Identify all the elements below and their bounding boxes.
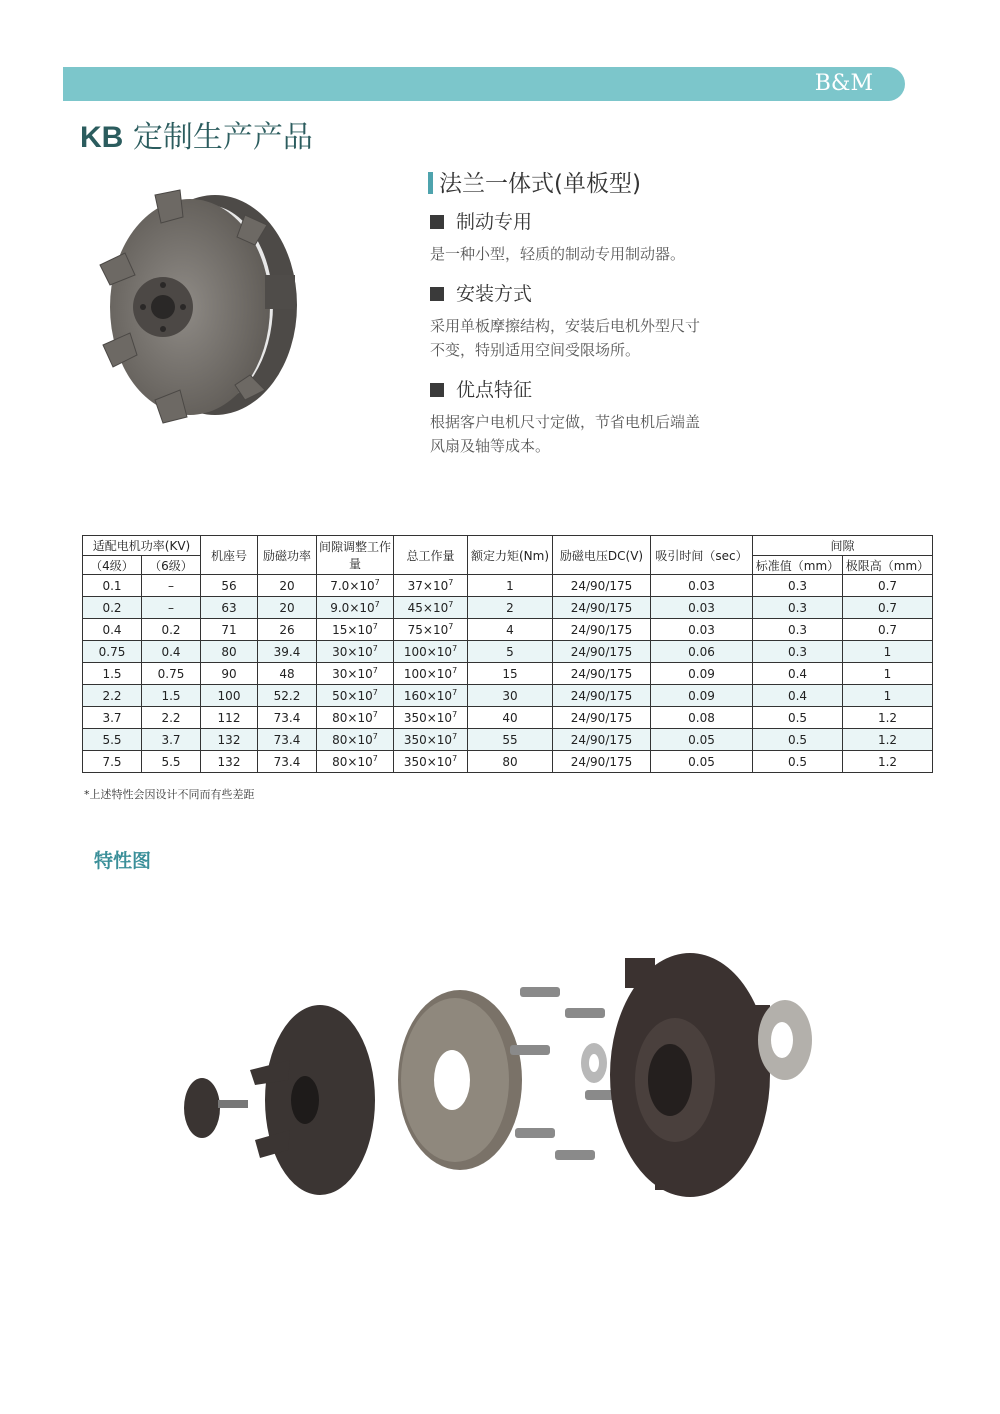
col-excitation-power: 励磁功率 <box>258 536 317 575</box>
cell-pole4: 0.75 <box>83 641 142 663</box>
col-gap-adjust: 间隙调整工作量 <box>317 536 394 575</box>
cell-gap-adjust: $30\times 10^7$ <box>317 663 394 685</box>
cell-pole4: 0.1 <box>83 575 142 597</box>
cell-frame: 100 <box>201 685 258 707</box>
cell-gap-adjust: $15\times 10^7$ <box>317 619 394 641</box>
cell-pole4: 0.2 <box>83 597 142 619</box>
cell-total-work: $350\times 10^7$ <box>394 729 468 751</box>
spec-table <box>82 535 933 773</box>
cell-frame: 112 <box>201 707 258 729</box>
cell-voltage: 24/90/175 <box>553 597 651 619</box>
feature-title: 优点特征 <box>430 375 700 402</box>
col-pole4: （4级） <box>83 556 142 575</box>
cell-pole6: 3.7 <box>142 729 201 751</box>
cell-voltage: 24/90/175 <box>553 751 651 773</box>
cell-total-work: $37\times 10^7$ <box>394 575 468 597</box>
cell-total-work: $45\times 10^7$ <box>394 597 468 619</box>
spec-table-body <box>83 575 933 773</box>
col-gap-std: 标准值（mm） <box>753 556 843 575</box>
col-rated-torque: 额定力矩(Nm) <box>468 536 553 575</box>
col-gap-limit: 极限高（mm） <box>843 556 933 575</box>
cell-gap-std: 0.5 <box>753 729 843 751</box>
cell-time: 0.05 <box>651 751 753 773</box>
cell-gap-adjust: $80\times 10^7$ <box>317 729 394 751</box>
cell-pole4: 3.7 <box>83 707 142 729</box>
cell-gap-adjust: $50\times 10^7$ <box>317 685 394 707</box>
small-hub <box>184 1078 248 1138</box>
table-row <box>83 641 933 663</box>
cell-gap-limit: 0.7 <box>843 619 933 641</box>
cell-gap-std: 0.3 <box>753 575 843 597</box>
cell-excitation: 26 <box>258 619 317 641</box>
cell-time: 0.05 <box>651 729 753 751</box>
feature-title: 制动专用 <box>430 207 685 234</box>
cell-pole4: 7.5 <box>83 751 142 773</box>
exploded-view-image <box>170 940 840 1210</box>
table-row <box>83 707 933 729</box>
cell-total-work: $350\times 10^7$ <box>394 707 468 729</box>
cell-voltage: 24/90/175 <box>553 663 651 685</box>
cell-frame: 56 <box>201 575 258 597</box>
cell-gap-std: 0.5 <box>753 751 843 773</box>
feature-desc: 根据客户电机尺寸定做，节省电机后端盖 风扇及轴等成本。 <box>430 413 701 455</box>
cell-pole4: 1.5 <box>83 663 142 685</box>
cell-excitation: 73.4 <box>258 707 317 729</box>
cell-voltage: 24/90/175 <box>553 685 651 707</box>
cell-pole4: 0.4 <box>83 619 142 641</box>
feature-braking <box>430 207 685 266</box>
cell-gap-limit: 1.2 <box>843 751 933 773</box>
cell-pole6: – <box>142 597 201 619</box>
feature-desc: 采用单板摩擦结构，安装后电机外型尺寸 不变，特别适用空间受限场所。 <box>430 317 701 359</box>
cell-gap-adjust: $30\times 10^7$ <box>317 641 394 663</box>
cell-gap-adjust: $9.0\times 10^7$ <box>317 597 394 619</box>
cell-frame: 71 <box>201 619 258 641</box>
title-kb: KB <box>80 121 124 154</box>
cell-pole4: 2.2 <box>83 685 142 707</box>
cell-gap-limit: 1.2 <box>843 707 933 729</box>
cell-total-work: $350\times 10^7$ <box>394 751 468 773</box>
cell-pole6: 0.2 <box>142 619 201 641</box>
cell-frame: 63 <box>201 597 258 619</box>
col-pole6: （6级） <box>142 556 201 575</box>
section-heading: 法兰一体式(单板型) <box>428 165 641 198</box>
square-bullet-icon <box>430 287 444 301</box>
cell-excitation: 73.4 <box>258 729 317 751</box>
col-frame: 机座号 <box>201 536 258 575</box>
square-bullet-icon <box>430 383 444 397</box>
cell-torque: 15 <box>468 663 553 685</box>
cell-gap-limit: 1 <box>843 663 933 685</box>
cell-time: 0.09 <box>651 663 753 685</box>
cell-voltage: 24/90/175 <box>553 641 651 663</box>
col-gap: 间隙 <box>753 536 933 556</box>
cell-time: 0.06 <box>651 641 753 663</box>
cell-frame: 90 <box>201 663 258 685</box>
cell-gap-std: 0.5 <box>753 707 843 729</box>
cell-excitation: 48 <box>258 663 317 685</box>
square-bullet-icon <box>430 215 444 229</box>
table-row <box>83 729 933 751</box>
col-attract-time: 吸引时间（sec） <box>651 536 753 575</box>
cell-pole6: 1.5 <box>142 685 201 707</box>
cell-gap-limit: 0.7 <box>843 575 933 597</box>
cell-gap-adjust: $7.0\times 10^7$ <box>317 575 394 597</box>
cell-total-work: $160\times 10^7$ <box>394 685 468 707</box>
cell-pole4: 5.5 <box>83 729 142 751</box>
footnote: *上述特性会因设计不同而有些差距 <box>84 788 255 801</box>
col-total-work: 总工作量 <box>394 536 468 575</box>
cell-gap-limit: 1 <box>843 641 933 663</box>
cell-time: 0.03 <box>651 575 753 597</box>
cell-voltage: 24/90/175 <box>553 707 651 729</box>
table-row <box>83 685 933 707</box>
title-text: 定制生产产品 <box>123 120 313 155</box>
cell-gap-std: 0.4 <box>753 685 843 707</box>
cell-excitation: 20 <box>258 597 317 619</box>
cell-excitation: 52.2 <box>258 685 317 707</box>
feature-advantages <box>430 375 700 458</box>
cell-voltage: 24/90/175 <box>553 729 651 751</box>
cell-pole6: 0.75 <box>142 663 201 685</box>
cell-pole6: 5.5 <box>142 751 201 773</box>
cell-frame: 132 <box>201 751 258 773</box>
header-bar <box>63 67 905 101</box>
cell-total-work: $75\times 10^7$ <box>394 619 468 641</box>
cell-torque: 5 <box>468 641 553 663</box>
cell-excitation: 73.4 <box>258 751 317 773</box>
cell-torque: 80 <box>468 751 553 773</box>
page-title <box>80 112 313 156</box>
cell-total-work: $100\times 10^7$ <box>394 663 468 685</box>
cell-gap-limit: 1 <box>843 685 933 707</box>
cell-torque: 30 <box>468 685 553 707</box>
cell-gap-adjust: $80\times 10^7$ <box>317 707 394 729</box>
cell-torque: 55 <box>468 729 553 751</box>
cell-torque: 2 <box>468 597 553 619</box>
table-row <box>83 751 933 773</box>
cell-gap-adjust: $80\times 10^7$ <box>317 751 394 773</box>
cell-total-work: $100\times 10^7$ <box>394 641 468 663</box>
col-motor-power: 适配电机功率(KV) <box>83 536 201 556</box>
cell-frame: 80 <box>201 641 258 663</box>
cell-excitation: 39.4 <box>258 641 317 663</box>
feature-title: 安装方式 <box>430 279 700 306</box>
cell-frame: 132 <box>201 729 258 751</box>
cell-pole6: 2.2 <box>142 707 201 729</box>
cell-pole6: 0.4 <box>142 641 201 663</box>
table-row <box>83 597 933 619</box>
cell-torque: 1 <box>468 575 553 597</box>
cell-gap-std: 0.3 <box>753 641 843 663</box>
cell-time: 0.03 <box>651 597 753 619</box>
cell-time: 0.09 <box>651 685 753 707</box>
cell-pole6: – <box>142 575 201 597</box>
feature-desc: 是一种小型，轻质的制动专用制动器。 <box>430 245 686 263</box>
brand-logo: B&M <box>814 71 873 96</box>
product-image <box>95 185 305 425</box>
cell-torque: 40 <box>468 707 553 729</box>
cell-torque: 4 <box>468 619 553 641</box>
table-row <box>83 575 933 597</box>
col-voltage: 励磁电压DC(V) <box>553 536 651 575</box>
cell-voltage: 24/90/175 <box>553 619 651 641</box>
table-row <box>83 663 933 685</box>
cell-gap-limit: 0.7 <box>843 597 933 619</box>
cell-gap-limit: 1.2 <box>843 729 933 751</box>
cell-gap-std: 0.4 <box>753 663 843 685</box>
heading-bar <box>428 172 433 194</box>
cell-excitation: 20 <box>258 575 317 597</box>
cell-time: 0.08 <box>651 707 753 729</box>
cell-gap-std: 0.3 <box>753 597 843 619</box>
table-row <box>83 619 933 641</box>
feature-mounting <box>430 279 700 362</box>
cell-gap-std: 0.3 <box>753 619 843 641</box>
cell-voltage: 24/90/175 <box>553 575 651 597</box>
characteristics-title: 特性图 <box>94 850 152 872</box>
cell-time: 0.03 <box>651 619 753 641</box>
